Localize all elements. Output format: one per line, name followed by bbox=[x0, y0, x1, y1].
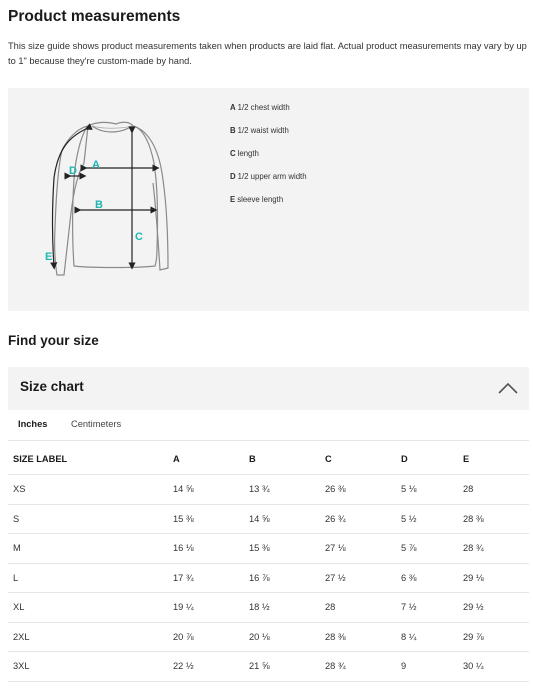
cell-e: 28 bbox=[458, 475, 529, 505]
diagram-label-a: A bbox=[92, 159, 100, 171]
table-row bbox=[8, 652, 529, 682]
column-header-d: D bbox=[396, 443, 458, 475]
cell-a: 16 ⅛ bbox=[168, 534, 244, 564]
table-row bbox=[8, 475, 529, 505]
legend-item-a: A 1/2 chest width bbox=[230, 103, 290, 112]
cell-a: 19 ¼ bbox=[168, 593, 244, 623]
size-chart-header[interactable] bbox=[8, 367, 529, 410]
cell-d: 5 ½ bbox=[396, 504, 458, 534]
cell-size-label: 3XL bbox=[8, 652, 168, 682]
cell-c: 27 ⅛ bbox=[320, 534, 396, 564]
cell-e: 29 ⅛ bbox=[458, 563, 529, 593]
cell-size-label: XL bbox=[8, 593, 168, 623]
find-size-heading: Find your size bbox=[8, 333, 99, 348]
cell-b: 15 ⅜ bbox=[244, 534, 320, 564]
cell-a: 14 ⅝ bbox=[168, 475, 244, 505]
cell-d: 5 ⅛ bbox=[396, 475, 458, 505]
diagram-label-d: D bbox=[69, 165, 77, 177]
cell-b: 14 ⅝ bbox=[244, 504, 320, 534]
diagram-label-e: E bbox=[45, 251, 53, 263]
cell-d: 5 ⅞ bbox=[396, 534, 458, 564]
column-header-a: A bbox=[168, 443, 244, 475]
cell-d: 9 bbox=[396, 652, 458, 682]
table-header-row bbox=[8, 443, 529, 475]
cell-c: 26 ⅜ bbox=[320, 475, 396, 505]
measurement-legend bbox=[230, 102, 307, 217]
column-header-e: E bbox=[458, 443, 529, 475]
measurement-diagram-panel bbox=[8, 88, 529, 311]
cell-a: 17 ¾ bbox=[168, 563, 244, 593]
shirt-body bbox=[73, 122, 158, 267]
cell-size-label: M bbox=[8, 534, 168, 564]
unit-tabs bbox=[8, 414, 529, 441]
size-table bbox=[8, 443, 529, 682]
tab-centimeters[interactable]: Centimeters bbox=[71, 419, 122, 429]
diagram-label-c: C bbox=[135, 231, 143, 243]
cell-d: 8 ¼ bbox=[396, 622, 458, 652]
legend-item-e: E sleeve length bbox=[230, 195, 284, 204]
chevron-up-icon[interactable] bbox=[497, 379, 519, 397]
table-row bbox=[8, 593, 529, 623]
cell-e: 30 ¼ bbox=[458, 652, 529, 682]
shirt-left-sleeve bbox=[55, 126, 88, 275]
cell-c: 27 ½ bbox=[320, 563, 396, 593]
table-row bbox=[8, 534, 529, 564]
cell-size-label: 2XL bbox=[8, 622, 168, 652]
sleeve-length-line bbox=[53, 128, 89, 266]
cell-e: 28 ⅜ bbox=[458, 504, 529, 534]
cell-c: 28 bbox=[320, 593, 396, 623]
cell-d: 7 ½ bbox=[396, 593, 458, 623]
cell-size-label: L bbox=[8, 563, 168, 593]
cell-e: 28 ¾ bbox=[458, 534, 529, 564]
cell-size-label: XS bbox=[8, 475, 168, 505]
column-header-c: C bbox=[320, 443, 396, 475]
cell-c: 26 ¾ bbox=[320, 504, 396, 534]
cell-b: 20 ⅛ bbox=[244, 622, 320, 652]
cell-b: 18 ½ bbox=[244, 593, 320, 623]
cell-size-label: S bbox=[8, 504, 168, 534]
column-header-b: B bbox=[244, 443, 320, 475]
size-chart-title: Size chart bbox=[20, 379, 84, 394]
cell-e: 29 ½ bbox=[458, 593, 529, 623]
cell-d: 6 ⅜ bbox=[396, 563, 458, 593]
shirt-illustration bbox=[8, 88, 218, 311]
column-header-size-label: SIZE LABEL bbox=[8, 443, 168, 475]
cell-e: 29 ⅞ bbox=[458, 622, 529, 652]
legend-item-b: B 1/2 waist width bbox=[230, 126, 289, 135]
legend-item-d: D 1/2 upper arm width bbox=[230, 172, 307, 181]
tab-inches[interactable]: Inches bbox=[18, 419, 48, 429]
cell-b: 13 ¾ bbox=[244, 475, 320, 505]
table-row bbox=[8, 622, 529, 652]
cell-a: 22 ½ bbox=[168, 652, 244, 682]
cell-a: 20 ⅞ bbox=[168, 622, 244, 652]
cell-a: 15 ⅜ bbox=[168, 504, 244, 534]
table-row bbox=[8, 504, 529, 534]
diagram-label-b: B bbox=[95, 199, 103, 211]
table-row bbox=[8, 563, 529, 593]
cell-b: 21 ⅝ bbox=[244, 652, 320, 682]
page-title: Product measurements bbox=[8, 8, 181, 25]
cell-b: 16 ⅞ bbox=[244, 563, 320, 593]
legend-item-c: C length bbox=[230, 149, 259, 158]
cell-c: 28 ⅜ bbox=[320, 622, 396, 652]
intro-text: This size guide shows product measurements taken when products are laid flat. Actual product measurements may vary by up to 1" because they're custom-made by hand. bbox=[8, 41, 527, 66]
cell-c: 28 ¾ bbox=[320, 652, 396, 682]
